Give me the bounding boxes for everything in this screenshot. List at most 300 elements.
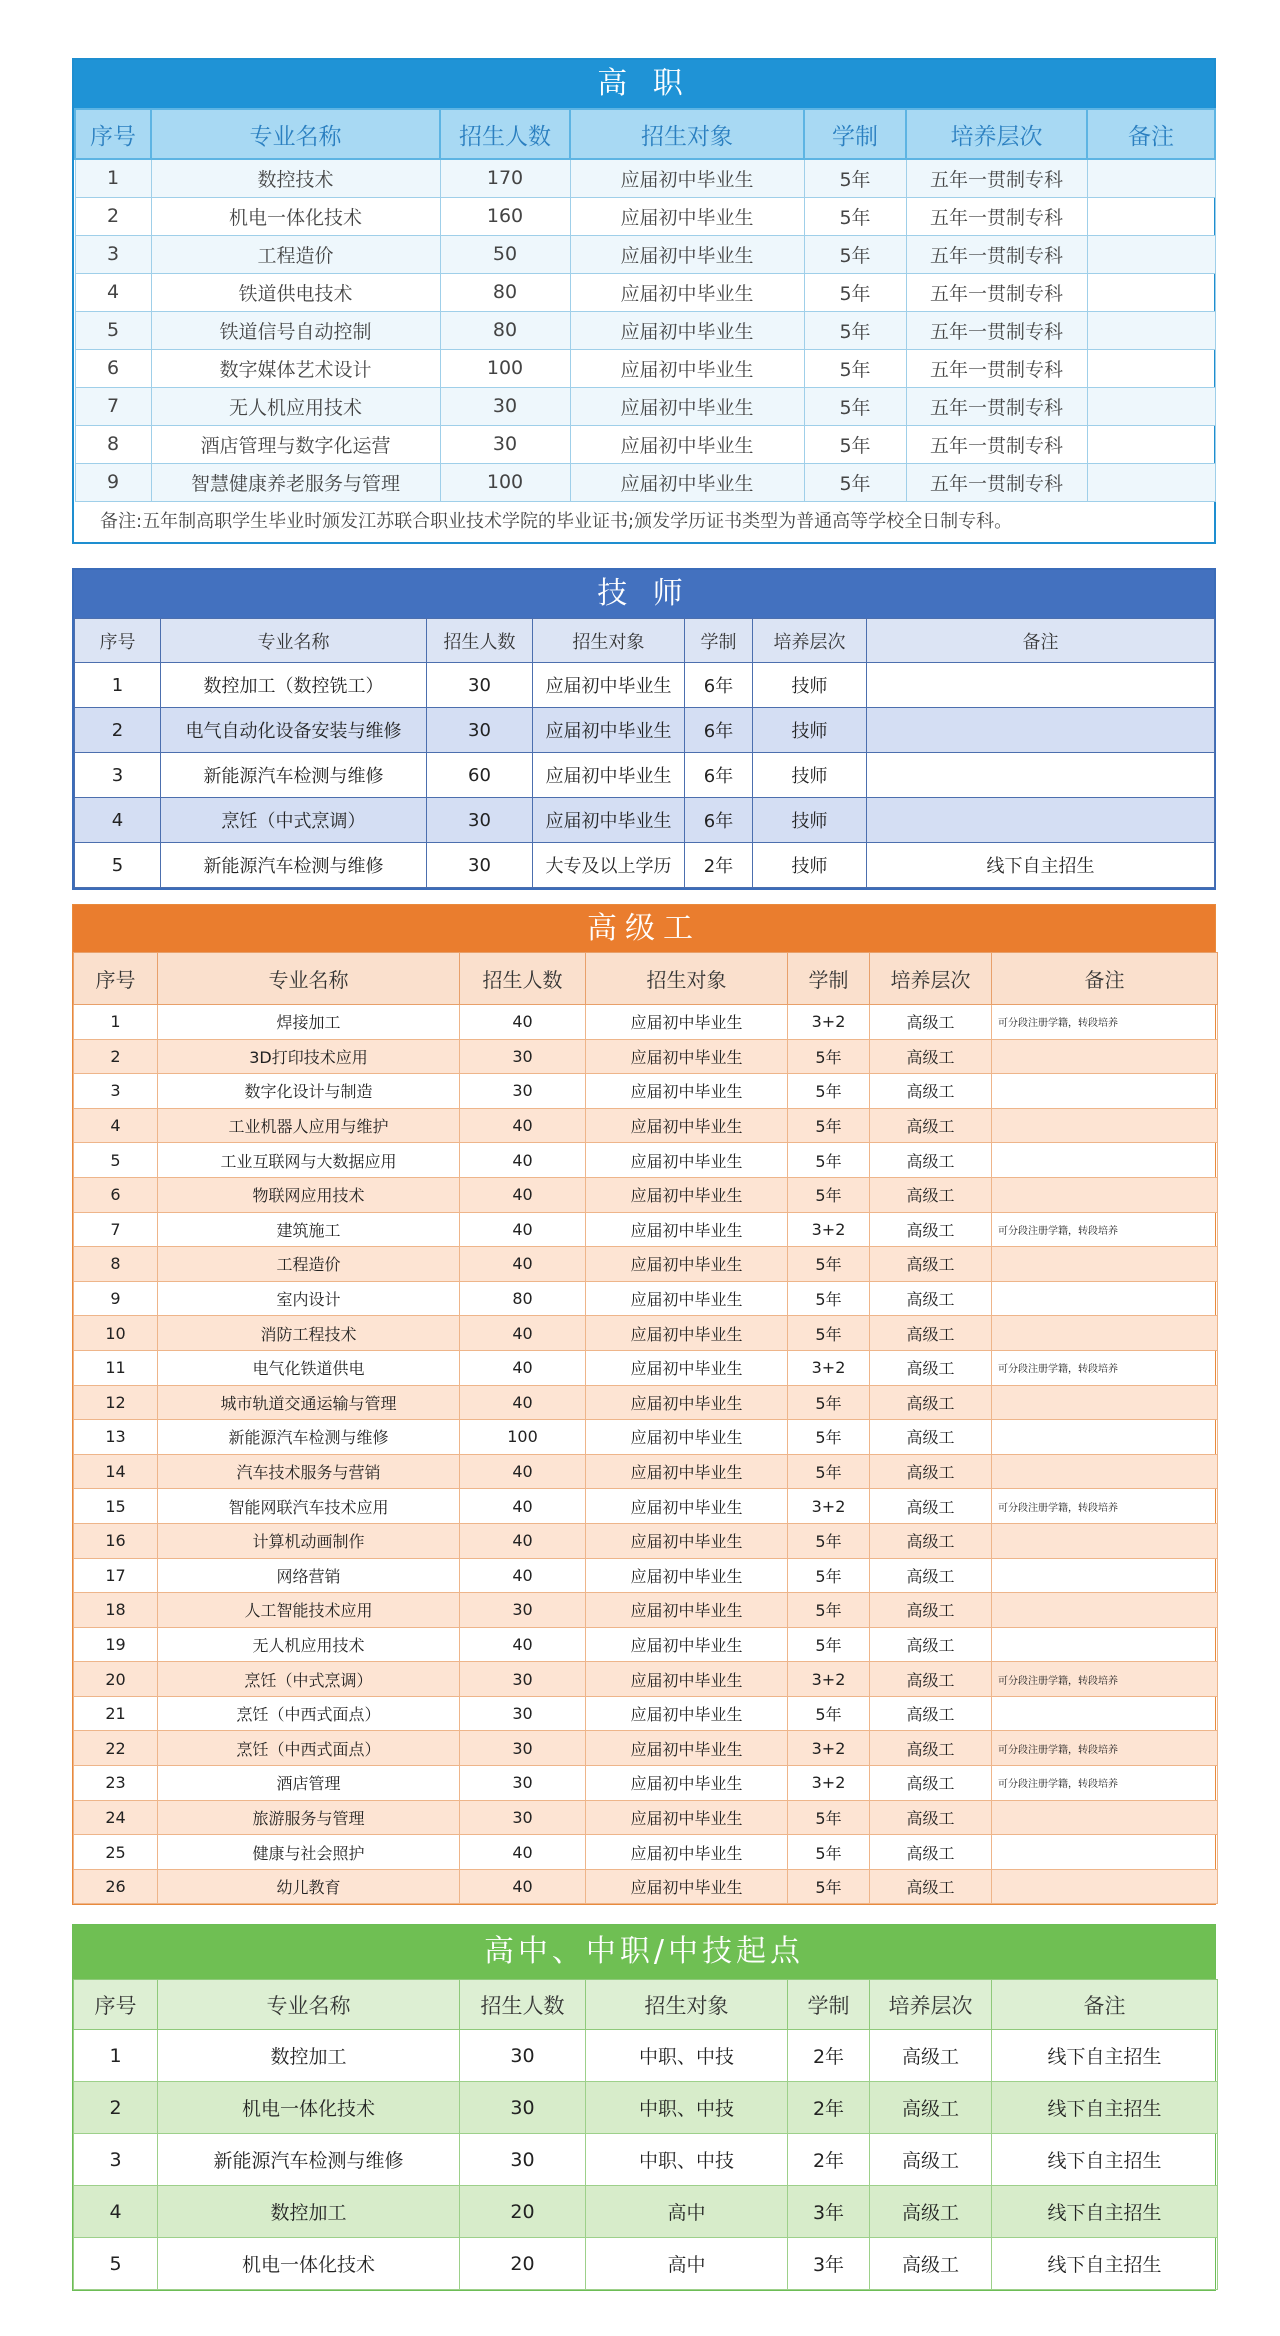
- table-cell: 铁道信号自动控制: [151, 311, 440, 349]
- table-cell: 高级工: [870, 2030, 992, 2082]
- table-cell: 应届初中毕业生: [570, 425, 804, 463]
- table-cell: 40: [460, 1247, 586, 1282]
- table-cell: 旅游服务与管理: [158, 1800, 460, 1835]
- table-row: [74, 1593, 1218, 1628]
- column-header: 备注: [1087, 109, 1215, 159]
- table-cell: 应届初中毕业生: [586, 1177, 788, 1212]
- table-cell: 8: [75, 425, 151, 463]
- table-header-row: [75, 619, 1215, 663]
- table-cell: 40: [460, 1143, 586, 1178]
- table-cell: 数控加工: [158, 2030, 460, 2082]
- column-header: 序号: [75, 109, 151, 159]
- table-cell: 30: [460, 1696, 586, 1731]
- table-cell: 应届初中毕业生: [586, 1800, 788, 1835]
- table-cell: 40: [460, 1212, 586, 1247]
- table-cell: 高级工: [870, 1835, 992, 1870]
- table-cell: 30: [460, 2030, 586, 2082]
- table-cell: 应届初中毕业生: [570, 311, 804, 349]
- table-cell: 可分段注册学籍，转段培养: [992, 1350, 1218, 1385]
- table-cell: 30: [460, 1074, 586, 1109]
- table-cell: 五年一贯制专科: [906, 235, 1087, 273]
- table-row: [74, 1766, 1218, 1801]
- column-header: 学制: [788, 953, 870, 1005]
- table-cell: 5年: [804, 463, 906, 501]
- table-cell: 14: [74, 1454, 158, 1489]
- table-cell: 2: [74, 1039, 158, 1074]
- table-row: [74, 1350, 1218, 1385]
- section-title: 高级工: [73, 905, 1215, 952]
- table-cell: 40: [460, 1454, 586, 1489]
- table-cell: [992, 1316, 1218, 1351]
- table-cell: [1087, 235, 1215, 273]
- table-row: [74, 1074, 1218, 1109]
- table-cell: 应届初中毕业生: [586, 1350, 788, 1385]
- table-cell: [1087, 311, 1215, 349]
- table-cell: 应届初中毕业生: [586, 1731, 788, 1766]
- table-cell: 消防工程技术: [158, 1316, 460, 1351]
- table-cell: 30: [460, 1593, 586, 1628]
- table-cell: 3: [75, 235, 151, 273]
- table-cell: 9: [74, 1281, 158, 1316]
- table-cell: [992, 1385, 1218, 1420]
- section-jishi: [72, 568, 1216, 890]
- table-cell: [992, 1593, 1218, 1628]
- section-title: 高中、中职/中技起点: [73, 1925, 1215, 1979]
- table-cell: 可分段注册学籍，转段培养: [992, 1731, 1218, 1766]
- table-cell: 7: [74, 1212, 158, 1247]
- table-cell: 应届初中毕业生: [586, 1627, 788, 1662]
- table-cell: 应届初中毕业生: [533, 753, 685, 798]
- table-cell: 40: [460, 1558, 586, 1593]
- table-row: [75, 798, 1215, 843]
- table-cell: 15: [74, 1489, 158, 1524]
- table-cell: 应届初中毕业生: [586, 1212, 788, 1247]
- table-cell: 焊接加工: [158, 1005, 460, 1040]
- table-row: [75, 708, 1215, 753]
- table-cell: 24: [74, 1800, 158, 1835]
- table-cell: 技师: [753, 798, 867, 843]
- table-cell: 高级工: [870, 1143, 992, 1178]
- table-cell: 应届初中毕业生: [533, 708, 685, 753]
- table-cell: 5年: [804, 387, 906, 425]
- table-cell: 3年: [788, 2186, 870, 2238]
- table-cell: [1087, 425, 1215, 463]
- table-cell: 应届初中毕业生: [570, 273, 804, 311]
- column-header: 专业名称: [151, 109, 440, 159]
- table-row: [74, 1316, 1218, 1351]
- table-cell: 40: [460, 1523, 586, 1558]
- table-header-row: [74, 1980, 1218, 2030]
- table-cell: 酒店管理: [158, 1766, 460, 1801]
- table-cell: 5年: [788, 1074, 870, 1109]
- table-cell: 高中: [586, 2186, 788, 2238]
- table-cell: 5年: [788, 1454, 870, 1489]
- table-cell: 5年: [788, 1523, 870, 1558]
- table-cell: 高级工: [870, 1039, 992, 1074]
- table-cell: 应届初中毕业生: [570, 463, 804, 501]
- table-row: [74, 2134, 1218, 2186]
- table-row: [74, 1627, 1218, 1662]
- table-cell: 3+2: [788, 1212, 870, 1247]
- table-cell: 2: [75, 197, 151, 235]
- table-cell: 技师: [753, 663, 867, 708]
- table-cell: 中职、中技: [586, 2134, 788, 2186]
- table-cell: 6: [75, 349, 151, 387]
- table-cell: 数控加工: [158, 2186, 460, 2238]
- table-cell: 12: [74, 1385, 158, 1420]
- column-header: 招生人数: [460, 953, 586, 1005]
- table-cell: [992, 1074, 1218, 1109]
- table-cell: 5: [74, 2238, 158, 2290]
- table-header-row: [75, 109, 1215, 159]
- table-cell: 应届初中毕业生: [586, 1489, 788, 1524]
- table-cell: 3+2: [788, 1731, 870, 1766]
- table-cell: 5年: [788, 1593, 870, 1628]
- table-cell: 烹饪（中西式面点）: [158, 1696, 460, 1731]
- table-cell: 新能源汽车检测与维修: [158, 2134, 460, 2186]
- table-cell: 烹饪（中西式面点）: [158, 1731, 460, 1766]
- table-cell: 3年: [788, 2238, 870, 2290]
- table-cell: 100: [460, 1420, 586, 1455]
- table-cell: 60: [427, 753, 533, 798]
- table-cell: 应届初中毕业生: [586, 1420, 788, 1455]
- table-cell: 线下自主招生: [867, 843, 1215, 888]
- table-cell: 30: [460, 1731, 586, 1766]
- table-cell: 高级工: [870, 1350, 992, 1385]
- table-cell: 10: [74, 1316, 158, 1351]
- table-cell: 应届初中毕业生: [586, 1385, 788, 1420]
- section-title: 技 师: [74, 570, 1214, 618]
- table-cell: 应届初中毕业生: [586, 1074, 788, 1109]
- table-cell: 80: [440, 311, 570, 349]
- table-cell: 高级工: [870, 1593, 992, 1628]
- table-cell: 30: [427, 663, 533, 708]
- table-cell: 6年: [685, 753, 753, 798]
- table-cell: 26: [74, 1869, 158, 1904]
- table-cell: 4: [74, 2186, 158, 2238]
- table-cell: 机电一体化技术: [158, 2082, 460, 2134]
- table-cell: 5年: [804, 159, 906, 197]
- table-cell: 线下自主招生: [992, 2238, 1218, 2290]
- table-cell: 40: [460, 1316, 586, 1351]
- table-cell: [1087, 463, 1215, 501]
- table-cell: 新能源汽车检测与维修: [158, 1420, 460, 1455]
- table-cell: 30: [460, 1039, 586, 1074]
- table-cell: 五年一贯制专科: [906, 463, 1087, 501]
- table-cell: 应届初中毕业生: [586, 1696, 788, 1731]
- table-cell: [992, 1835, 1218, 1870]
- table-cell: 应届初中毕业生: [586, 1247, 788, 1282]
- table-cell: 铁道供电技术: [151, 273, 440, 311]
- table-cell: 线下自主招生: [992, 2030, 1218, 2082]
- table-cell: 30: [460, 2134, 586, 2186]
- table-row: [74, 2238, 1218, 2290]
- table-cell: 高级工: [870, 1005, 992, 1040]
- column-header: 序号: [74, 953, 158, 1005]
- table-cell: 数控技术: [151, 159, 440, 197]
- table-cell: 五年一贯制专科: [906, 349, 1087, 387]
- table-cell: 1: [74, 2030, 158, 2082]
- table-cell: 应届初中毕业生: [533, 663, 685, 708]
- table-cell: 5年: [788, 1316, 870, 1351]
- table-cell: 应届初中毕业生: [570, 197, 804, 235]
- table-cell: 高级工: [870, 1281, 992, 1316]
- table-cell: 应届初中毕业生: [586, 1593, 788, 1628]
- table-row: [75, 663, 1215, 708]
- table-cell: 40: [460, 1385, 586, 1420]
- table-cell: 可分段注册学籍，转段培养: [992, 1489, 1218, 1524]
- table-cell: 5年: [788, 1558, 870, 1593]
- table-cell: 2年: [685, 843, 753, 888]
- table-cell: 可分段注册学籍，转段培养: [992, 1005, 1218, 1040]
- table-cell: 应届初中毕业生: [570, 235, 804, 273]
- table-row: [75, 843, 1215, 888]
- column-header: 招生对象: [586, 953, 788, 1005]
- table-row: [74, 1212, 1218, 1247]
- table-cell: 数控加工（数控铣工）: [161, 663, 427, 708]
- table-cell: 五年一贯制专科: [906, 273, 1087, 311]
- table-note: 备注:五年制高职学生毕业时颁发江苏联合职业技术学院的毕业证书;颁发学历证书类型为普通高等学校全日制专科。: [100, 510, 1013, 532]
- table-cell: 5年: [804, 425, 906, 463]
- table-cell: 25: [74, 1835, 158, 1870]
- table-row: [75, 197, 1215, 235]
- table-row: [74, 1039, 1218, 1074]
- column-header: 培养层次: [870, 953, 992, 1005]
- table-cell: 30: [460, 2082, 586, 2134]
- table-cell: [992, 1558, 1218, 1593]
- table-cell: 40: [460, 1869, 586, 1904]
- table-row: [74, 1523, 1218, 1558]
- section-title: 高 职: [74, 60, 1214, 108]
- table-gaoji: [73, 952, 1218, 1904]
- table-cell: 5年: [788, 1385, 870, 1420]
- table-body: [74, 1005, 1218, 1904]
- table-cell: 40: [460, 1005, 586, 1040]
- table-cell: 高级工: [870, 2134, 992, 2186]
- table-cell: 30: [427, 798, 533, 843]
- table-cell: 高级工: [870, 1316, 992, 1351]
- table-cell: 170: [440, 159, 570, 197]
- table-cell: 高级工: [870, 1800, 992, 1835]
- table-cell: 无人机应用技术: [151, 387, 440, 425]
- table-cell: [867, 708, 1215, 753]
- table-cell: [992, 1281, 1218, 1316]
- table-cell: 40: [460, 1108, 586, 1143]
- table-cell: 8: [74, 1247, 158, 1282]
- table-cell: 100: [440, 463, 570, 501]
- table-cell: 五年一贯制专科: [906, 197, 1087, 235]
- table-cell: 健康与社会照护: [158, 1835, 460, 1870]
- table-cell: 工程造价: [151, 235, 440, 273]
- table-cell: 40: [460, 1489, 586, 1524]
- table-cell: 技师: [753, 753, 867, 798]
- table-cell: 5年: [804, 349, 906, 387]
- column-header: 序号: [75, 619, 161, 663]
- column-header: 学制: [804, 109, 906, 159]
- table-cell: 22: [74, 1731, 158, 1766]
- column-header: 备注: [867, 619, 1215, 663]
- table-cell: 应届初中毕业生: [533, 798, 685, 843]
- table-cell: 100: [440, 349, 570, 387]
- column-header: 备注: [992, 953, 1218, 1005]
- table-cell: 高级工: [870, 1766, 992, 1801]
- table-row: [75, 273, 1215, 311]
- table-cell: 160: [440, 197, 570, 235]
- table-cell: 80: [460, 1281, 586, 1316]
- table-cell: 30: [440, 425, 570, 463]
- table-cell: 4: [75, 273, 151, 311]
- table-cell: 无人机应用技术: [158, 1627, 460, 1662]
- table-cell: 应届初中毕业生: [586, 1835, 788, 1870]
- column-header: 招生人数: [440, 109, 570, 159]
- table-cell: 建筑施工: [158, 1212, 460, 1247]
- table-cell: 城市轨道交通运输与管理: [158, 1385, 460, 1420]
- table-cell: 线下自主招生: [992, 2134, 1218, 2186]
- table-row: [75, 387, 1215, 425]
- table-cell: 中职、中技: [586, 2030, 788, 2082]
- table-row: [74, 1281, 1218, 1316]
- table-cell: 高级工: [870, 2186, 992, 2238]
- table-cell: 3+2: [788, 1766, 870, 1801]
- table-cell: 2年: [788, 2082, 870, 2134]
- table-cell: 五年一贯制专科: [906, 425, 1087, 463]
- table-cell: 机电一体化技术: [151, 197, 440, 235]
- table-row: [74, 1731, 1218, 1766]
- section-gaozhi: [72, 58, 1216, 544]
- table-cell: 80: [440, 273, 570, 311]
- table-cell: 大专及以上学历: [533, 843, 685, 888]
- table-cell: 中职、中技: [586, 2082, 788, 2134]
- table-cell: 高级工: [870, 1074, 992, 1109]
- table-cell: 2: [75, 708, 161, 753]
- table-row: [74, 2082, 1218, 2134]
- table-cell: 20: [460, 2186, 586, 2238]
- section-gaoji: [72, 904, 1216, 1905]
- table-cell: 应届初中毕业生: [586, 1523, 788, 1558]
- table-cell: 高级工: [870, 1108, 992, 1143]
- table-cell: [1087, 387, 1215, 425]
- column-header: 专业名称: [158, 1980, 460, 2030]
- table-cell: 3+2: [788, 1005, 870, 1040]
- table-gaozhong: [73, 1979, 1218, 2290]
- column-header: 序号: [74, 1980, 158, 2030]
- table-cell: 应届初中毕业生: [586, 1766, 788, 1801]
- table-row: [74, 1800, 1218, 1835]
- table-cell: 可分段注册学籍，转段培养: [992, 1662, 1218, 1697]
- table-cell: 应届初中毕业生: [586, 1454, 788, 1489]
- table-cell: [867, 753, 1215, 798]
- table-cell: 高级工: [870, 2082, 992, 2134]
- table-cell: 高级工: [870, 1731, 992, 1766]
- table-cell: 30: [460, 1662, 586, 1697]
- table-cell: 21: [74, 1696, 158, 1731]
- table-cell: 5年: [788, 1696, 870, 1731]
- table-cell: 应届初中毕业生: [586, 1558, 788, 1593]
- table-body: [75, 663, 1215, 888]
- table-jishi: [74, 618, 1215, 888]
- table-cell: [992, 1627, 1218, 1662]
- table-cell: 室内设计: [158, 1281, 460, 1316]
- table-cell: 高级工: [870, 1454, 992, 1489]
- table-cell: 2: [74, 2082, 158, 2134]
- table-cell: 6年: [685, 708, 753, 753]
- table-cell: 计算机动画制作: [158, 1523, 460, 1558]
- table-cell: 高级工: [870, 1420, 992, 1455]
- table-cell: 40: [460, 1177, 586, 1212]
- column-header: 招生对象: [533, 619, 685, 663]
- table-cell: 酒店管理与数字化运营: [151, 425, 440, 463]
- table-cell: 应届初中毕业生: [586, 1869, 788, 1904]
- table-cell: 3+2: [788, 1489, 870, 1524]
- table-cell: [992, 1869, 1218, 1904]
- table-body: [74, 2030, 1218, 2290]
- table-cell: 电气自动化设备安装与维修: [161, 708, 427, 753]
- table-cell: 电气化铁道供电: [158, 1350, 460, 1385]
- table-cell: 应届初中毕业生: [586, 1316, 788, 1351]
- table-row: [74, 1662, 1218, 1697]
- table-row: [74, 1385, 1218, 1420]
- table-cell: 30: [427, 708, 533, 753]
- table-cell: 网络营销: [158, 1558, 460, 1593]
- table-cell: 5年: [804, 273, 906, 311]
- column-header: 学制: [685, 619, 753, 663]
- table-cell: 物联网应用技术: [158, 1177, 460, 1212]
- table-cell: 40: [460, 1350, 586, 1385]
- table-cell: 新能源汽车检测与维修: [161, 753, 427, 798]
- table-cell: 高级工: [870, 1385, 992, 1420]
- table-cell: 高级工: [870, 1212, 992, 1247]
- table-cell: 3: [74, 2134, 158, 2186]
- column-header: 培养层次: [906, 109, 1087, 159]
- table-cell: [867, 663, 1215, 708]
- table-cell: 5年: [788, 1108, 870, 1143]
- column-header: 专业名称: [158, 953, 460, 1005]
- table-cell: 5: [75, 311, 151, 349]
- table-row: [74, 1108, 1218, 1143]
- table-cell: 2年: [788, 2030, 870, 2082]
- table-cell: 高级工: [870, 1696, 992, 1731]
- table-cell: 30: [460, 1800, 586, 1835]
- table-cell: [992, 1696, 1218, 1731]
- table-cell: 4: [74, 1108, 158, 1143]
- table-cell: 五年一贯制专科: [906, 311, 1087, 349]
- table-cell: 高级工: [870, 1662, 992, 1697]
- table-cell: [992, 1039, 1218, 1074]
- table-row: [74, 1696, 1218, 1731]
- table-cell: [992, 1143, 1218, 1178]
- table-cell: 机电一体化技术: [158, 2238, 460, 2290]
- column-header: 培养层次: [753, 619, 867, 663]
- table-cell: 高级工: [870, 1489, 992, 1524]
- table-cell: 应届初中毕业生: [570, 349, 804, 387]
- table-cell: 高中: [586, 2238, 788, 2290]
- table-cell: 2年: [788, 2134, 870, 2186]
- table-cell: [1087, 159, 1215, 197]
- table-cell: [1087, 197, 1215, 235]
- table-cell: 可分段注册学籍，转段培养: [992, 1212, 1218, 1247]
- table-cell: 5年: [788, 1800, 870, 1835]
- table-row: [75, 159, 1215, 197]
- table-cell: 5年: [788, 1177, 870, 1212]
- table-cell: 5年: [788, 1143, 870, 1178]
- table-cell: 1: [75, 159, 151, 197]
- table-cell: 工业互联网与大数据应用: [158, 1143, 460, 1178]
- table-cell: 1: [75, 663, 161, 708]
- table-row: [74, 1835, 1218, 1870]
- table-row: [75, 463, 1215, 501]
- table-cell: 高级工: [870, 1177, 992, 1212]
- table-cell: 9: [75, 463, 151, 501]
